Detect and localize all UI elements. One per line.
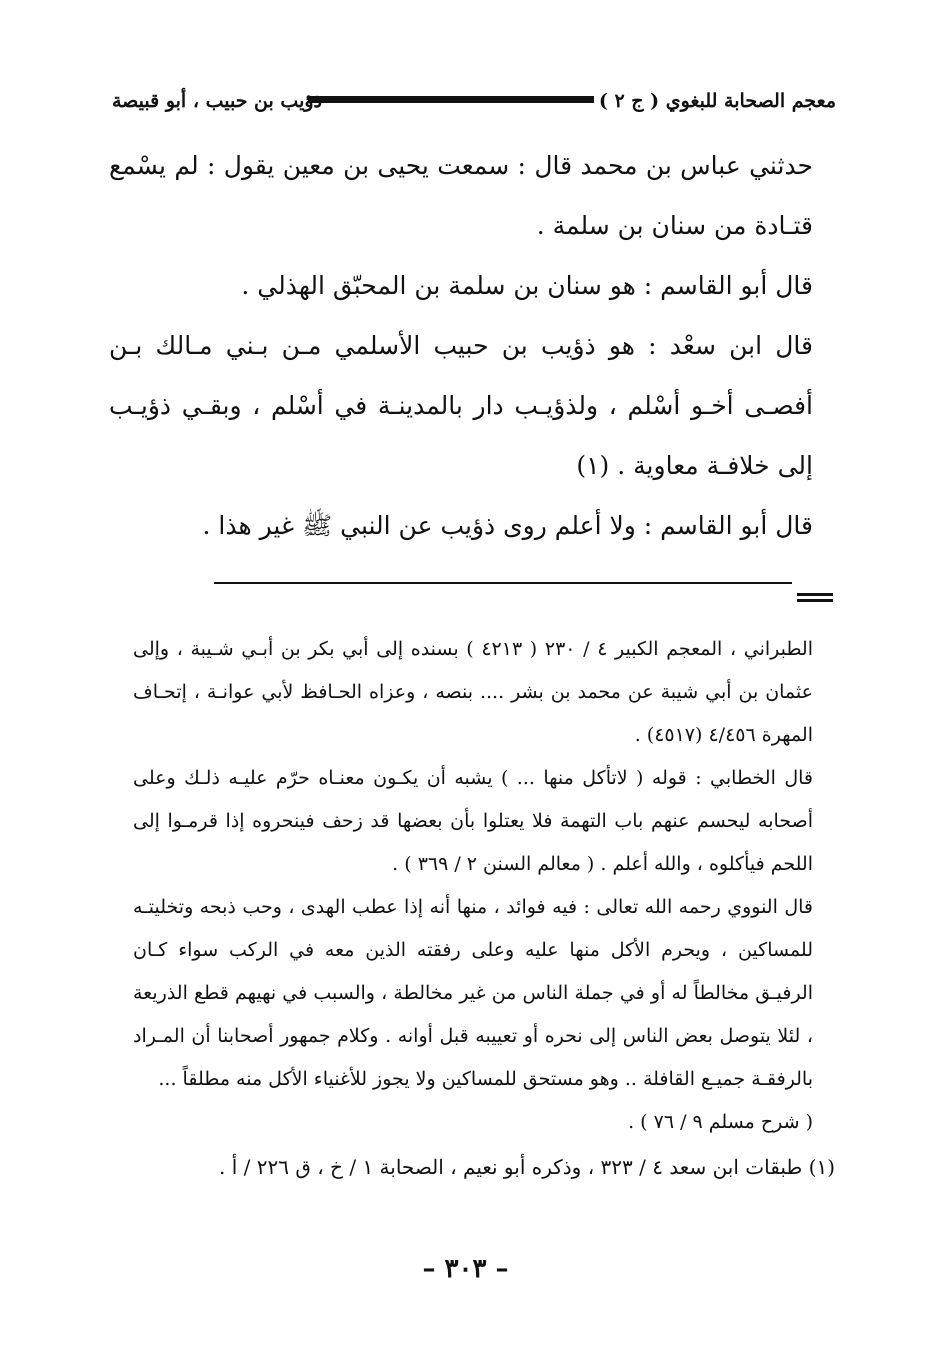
main-text [109,136,813,556]
footnote [115,1150,835,1184]
main-paragraph: قال ابن سعْد : هو ذؤيب بن حبيب الأسلمي مـن بـني مـالك بـن أفصـى أخـو أسْلم ، ولذؤيـب دار بالمدينـة في أسْلم ، وبقـي ذؤيـب إلى خلافـة معاوية . (١) [109,331,813,480]
note-paragraph: قال النووي رحمه الله تعالى : فيه فوائد ، منها أنه إذا عطب الهدى ، وحب ذبحه وتخليتـه للمساكين ، ويحرم الأكل منها عليه وعلى رفقته الذين معه في الركب سواء كـان الرفيـق مخالطاً له أو في جملة الناس من غير مخالطة ، والسبب في نهيهم قطع الذريعة ، لئلا يتوصل بعض الناس إلى نحره أو تعييبه قبل أوانه . وكلام جمهور أصحابنا أن المـراد بالرفقـة جميـع القافلة .. وهو مستحق للمساكين ولا يجوز للأغنياء الأكل منه مطلقاً ... [133,896,813,1090]
main-paragraph: قال أبو القاسم : هو سنان بن سلمة بن المحبّق الهذلي . [241,271,813,300]
note-paragraph: ( شرح مسلم ٩ / ٧٦ ) . [628,1111,813,1133]
main-paragraph: حدثني عباس بن محمد قال : سمعت يحيى بن معين يقول : لم يسْمع قتـادة من سنان بن سلمة . [109,151,813,240]
running-header [112,86,836,120]
header-rule [308,96,594,103]
hadith-notes [133,628,813,1144]
page-number: – ٣٠٣ – [422,1254,509,1284]
main-paragraph: قال أبو القاسم : ولا أعلم روى ذؤيب عن النبي ﷺ غير هذا . [202,511,813,540]
separator-dash [797,599,833,602]
footnote-text: (١) طبقات ابن سعد ٤ / ٣٢٣ ، وذكره أبو نعيم ، الصحابة ١ / خ ، ق ٢٢٦ / أ . [219,1155,835,1179]
entry-title: ذؤيب بن حبيب ، أبو قبيصة [112,90,323,112]
note-paragraph: الطبراني ، المعجم الكبير ٤ / ٢٣٠ ( ٤٢١٣ ) بسنده إلى أبي بكر بن أبـي شـيبة ، وإلى عثمان بن أبي شيبة عن محمد بن بشر .... بنصه ، وعزاه الحـافظ لأبي عوانـة ، إتحـاف المهرة ٤/٤٥٦ (٤٥١٧) . [133,638,814,746]
separator-dash [797,593,833,596]
note-paragraph: قال الخطابي : قوله ( لاتأكل منها ... ) يشبه أن يكـون معنـاه حرّم عليـه ذلـك وعلى أصحابه ليحسم عنهم باب التهمة فلا يعتلوا بأن بعضها قد زحف فينحروه إذا قرمـوا إلى اللحم فيأكلوه ، والله أعلم . ( معالم السنن ٢ / ٣٦٩ ) . [133,767,813,875]
notes-separator [214,582,792,584]
book-title: معجم الصحابة للبغوي ( ج ٢ ) [598,90,836,112]
